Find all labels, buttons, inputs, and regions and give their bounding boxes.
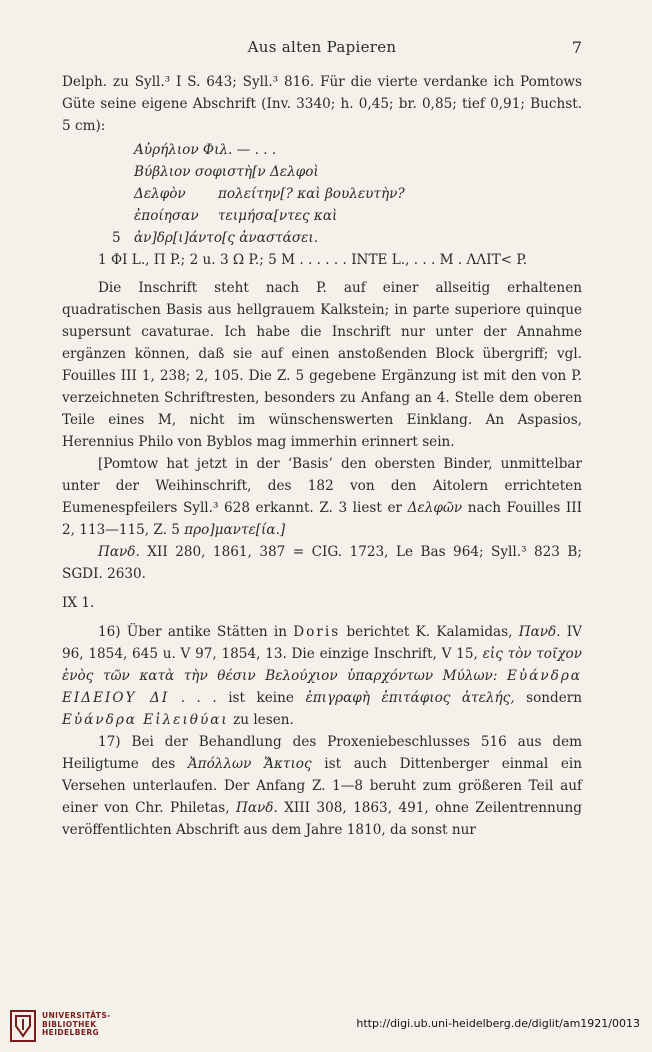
greek-word: Πανδ. <box>518 624 561 640</box>
text: XII 280, 1861, 387 = CIG. 1723, Le Bas 964; Syll.³ 823 B; SGDI. 2630. <box>62 544 582 582</box>
page-body <box>62 71 582 841</box>
text: berichtet K. Kalamidas, <box>346 624 513 640</box>
inscription-line <box>62 183 582 205</box>
greek-word: ἐπιγραφὴ ἐπιτάφιος ἀτελής, <box>305 690 515 706</box>
greek-quote: εἰς τὸν τοῖχον ἑνὸς τῶν κατὰ τὴν θέσιν Βελούχιον ὑπαρχόντων Μύλων: <box>62 646 583 684</box>
source-url-link[interactable]: http://digi.ub.uni-heidelberg.de/diglit/am1921/0013 <box>356 1017 640 1030</box>
paragraph-16 <box>62 621 582 731</box>
inscription-line <box>62 205 582 227</box>
text: ist auch Dittenberger einmal ein Versehen unterlaufen. Der Anfang Z. 1—8 beruht zum größeren Teil auf einer von Chr. Philetas, <box>62 756 583 816</box>
paragraph-intro: Delph. zu Syll.³ I S. 643; Syll.³ 816. Für die vierte verdanke ich Pomtows Güte seine eigene Abschrift (Inv. 3340; h. 0,45; br. 0,85; tief 0,91; Buchst. 5 cm): <box>62 74 582 134</box>
apparatus-criticus: 1 ΦΙ L., Π P.; 2 u. 3 Ω P.; 5 Μ . . . . . . ΙΝΤΕ L., . . . Μ . ΛΛΙΤ< P. <box>98 252 528 268</box>
text: nach Fouilles III 2, 113—115, Z. 5 <box>62 500 583 538</box>
inscription-text: Βύβλιον σοφιστὴ[ν Δελφοὶ <box>134 164 319 180</box>
text: . . . ist keine <box>180 690 294 706</box>
greek-word: Εὐάνδρα ΕΙΔΕΙΟΥ ΔΙ <box>62 668 582 706</box>
greek-word: Πανδ. <box>235 800 278 816</box>
university-seal-icon <box>10 1010 36 1042</box>
inscription-line <box>62 161 582 183</box>
paragraph-references <box>62 541 582 585</box>
text: IV 96, 1854, 645 u. V 97, 1854, 13. Die einzige Inschrift, V 15, <box>62 624 582 662</box>
inscription-text-right: τειμήσα[ντες καὶ <box>218 208 338 224</box>
inscription-text: ἐποίησαν <box>134 208 199 224</box>
greek-word: Ἀπόλλων Ἄκτιος <box>187 756 312 772</box>
inscription-line <box>62 227 582 249</box>
line-number: 5 <box>112 230 121 246</box>
text: XIII 308, 1863, 491, ohne Zeilentrennung veröffentlichten Abschrift aus dem Jahre 1810, da sonst nur <box>62 800 582 838</box>
page-number: 7 <box>571 38 582 57</box>
paragraph-description: Die Inschrift steht nach P. auf einer allseitig erhaltenen quadratischen Basis aus hellgrauem Kalkstein; in parte superiore quinque supersunt cavaturae. Ich habe die Inschrift nur unter der Annahme ergänzen können, daß sie auf einen anstoßenden Block übergriff; vgl. Fouilles III 1, 238; 2, 105. Die Z. 5 gegebene Ergänzung ist mit den von P. verzeichneten Schriftresten, besonders zu Anfang an 4. Stelle dem oberen Teile eines M, nicht im wünschenswerten Einklang. An Aspasios, Herennius Philo von Byblos mag immerhin erinnert sein. <box>62 280 582 450</box>
greek-word: Δελφῶν <box>407 500 463 516</box>
text: zu lesen. <box>233 712 294 728</box>
logo-line: BIBLIOTHEK <box>42 1019 97 1029</box>
logo-line: UNIVERSITÄTS- <box>42 1011 111 1020</box>
logo-line: HEIDELBERG <box>42 1028 100 1037</box>
running-title: Aus alten Papieren <box>247 38 397 56</box>
text: [Pomtow hat jetzt in der ‘Basis’ den obersten Binder, unmittelbar unter der Weihinschrift, des 182 von den Aitolern errichteten Eumenespfeilers Syll.³ 628 erkannt. Z. 3 liest er <box>62 456 582 516</box>
spaced-word: Doris <box>293 624 341 640</box>
library-logo[interactable] <box>10 1006 160 1048</box>
inscription-text: Αὐρήλιον Φιλ. — . . . <box>134 142 277 158</box>
text: 16) Über antike Stätten in <box>98 624 288 640</box>
inscription-text: Δελφὸν <box>134 186 186 202</box>
text: sondern <box>526 690 583 706</box>
logo-text <box>42 1012 111 1038</box>
section-heading: IX 1. <box>62 595 95 611</box>
greek-word: Εὐάνδρα Εἰλειθύαι <box>62 712 229 728</box>
greek-word: προ]μαντε[ία.] <box>184 522 286 538</box>
text: 17) Bei der Behandlung des Proxeniebeschlusses 516 aus dem Heiligtume des <box>62 734 582 772</box>
inscription-text-right: πολείτην[? καὶ βουλευτὴν? <box>218 186 405 202</box>
inscription-text: ἀν]δρ[ι]άντο[ς ἀναστάσει. <box>134 230 319 246</box>
inscription-line <box>62 139 582 161</box>
paragraph-pomtow <box>62 453 582 541</box>
greek-word: Πανδ. <box>98 544 140 560</box>
inscription-block <box>62 139 582 249</box>
page-header <box>62 38 582 62</box>
paragraph-17 <box>62 731 582 841</box>
page-footer <box>0 1002 652 1052</box>
